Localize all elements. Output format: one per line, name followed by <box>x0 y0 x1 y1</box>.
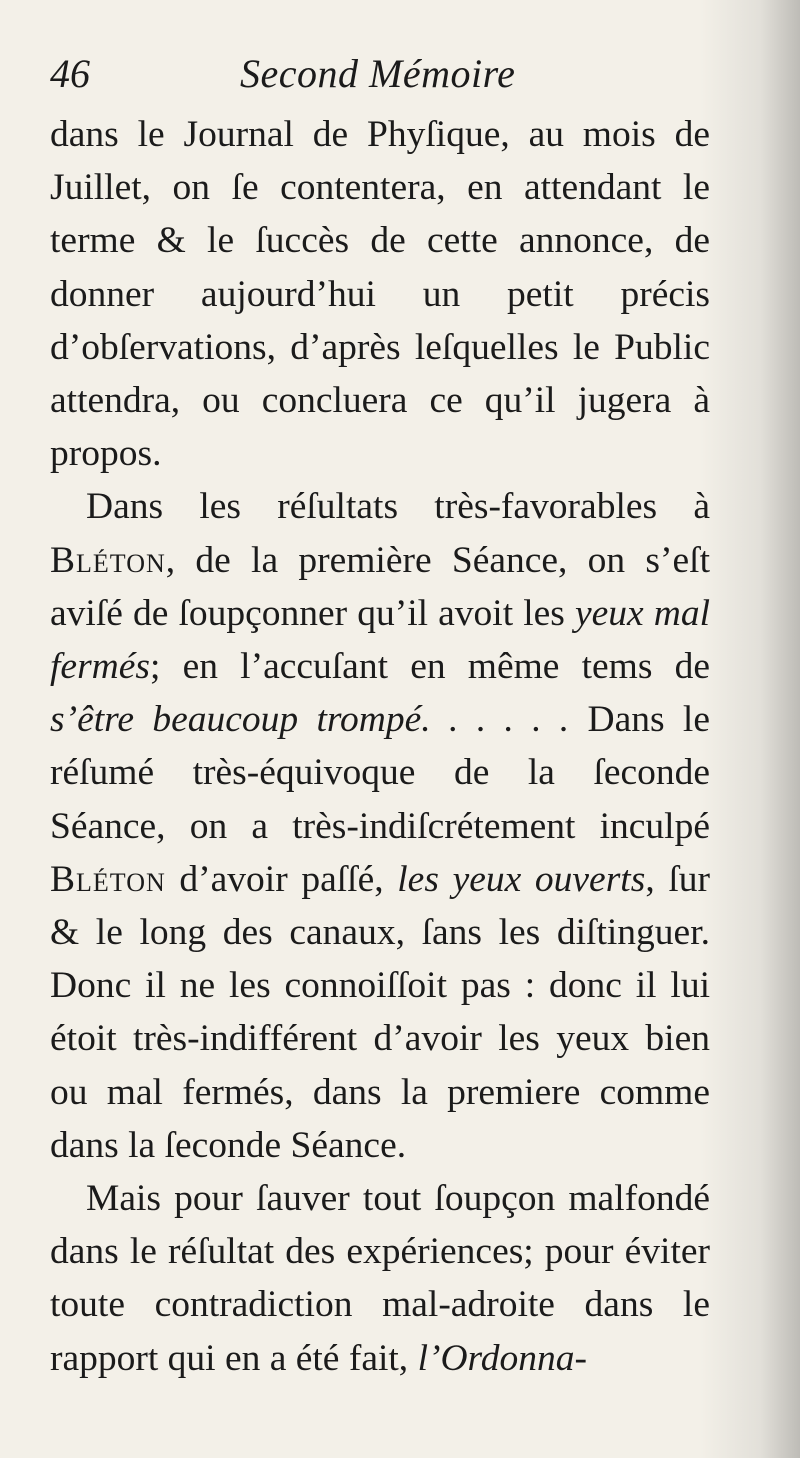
italic-phrase: s’être beaucoup trompé. . . . . . <box>50 699 570 741</box>
paragraph-mais-pour <box>50 1172 710 1385</box>
paragraph-2-part-2: , de la première Séance, on s’eſt aviſé de ſoupçonner qu’il avoit les <box>50 539 710 634</box>
italic-phrase: yeux mal fermés <box>50 592 710 688</box>
body-text <box>50 108 710 1385</box>
paragraph-1-text: dans le Journal de Phyſique, au mois de Juillet, on ſe contentera, en attendant le terme & le ſuccès de cette annonce, de donner aujourd’hui un petit précis d’obſervations, d’après leſquelles le Public attendra, ou concluera ce qu’il jugera à propos. <box>50 114 710 475</box>
paragraph-3-part-1: Mais pour ſauver tout ſoupçon malfondé dans le réſultat des expériences; pour éviter toute contradiction mal-adroite dans le rapport qui en a été fait, <box>50 1178 710 1379</box>
paragraph-2-part-5: d’avoir paſſé, <box>165 858 398 900</box>
person-name-bleton: Bléton <box>50 539 166 581</box>
running-title: Second Mémoire <box>240 51 516 96</box>
paragraph-continued <box>50 108 710 480</box>
paragraph-2-part-4: Dans le réſumé très-équivoque de la ſeconde Séance, on a très-indiſcrétement inculpé <box>50 699 710 847</box>
page-header <box>50 44 710 104</box>
person-name-bleton: Bléton <box>50 858 166 900</box>
page-number: 46 <box>50 51 90 96</box>
italic-phrase: l’Ordonna- <box>417 1337 587 1379</box>
paragraph-2-part-6: , ſur & le long des canaux, ſans les diſtinguer. Donc il ne les connoiſſoit pas : donc il lui étoit très-indifférent d’avoir les yeux bien ou mal fermés, dans la premiere comme dans la ſeconde Séance. <box>50 858 710 1166</box>
paragraph-2-part-1: Dans les réſultats très-favorables à <box>86 486 710 528</box>
paragraph-2-part-3: ; en l’accuſant en même tems de <box>149 646 710 688</box>
italic-phrase: les yeux ouverts <box>397 858 646 900</box>
paragraph-bleton-seances <box>50 480 710 1172</box>
